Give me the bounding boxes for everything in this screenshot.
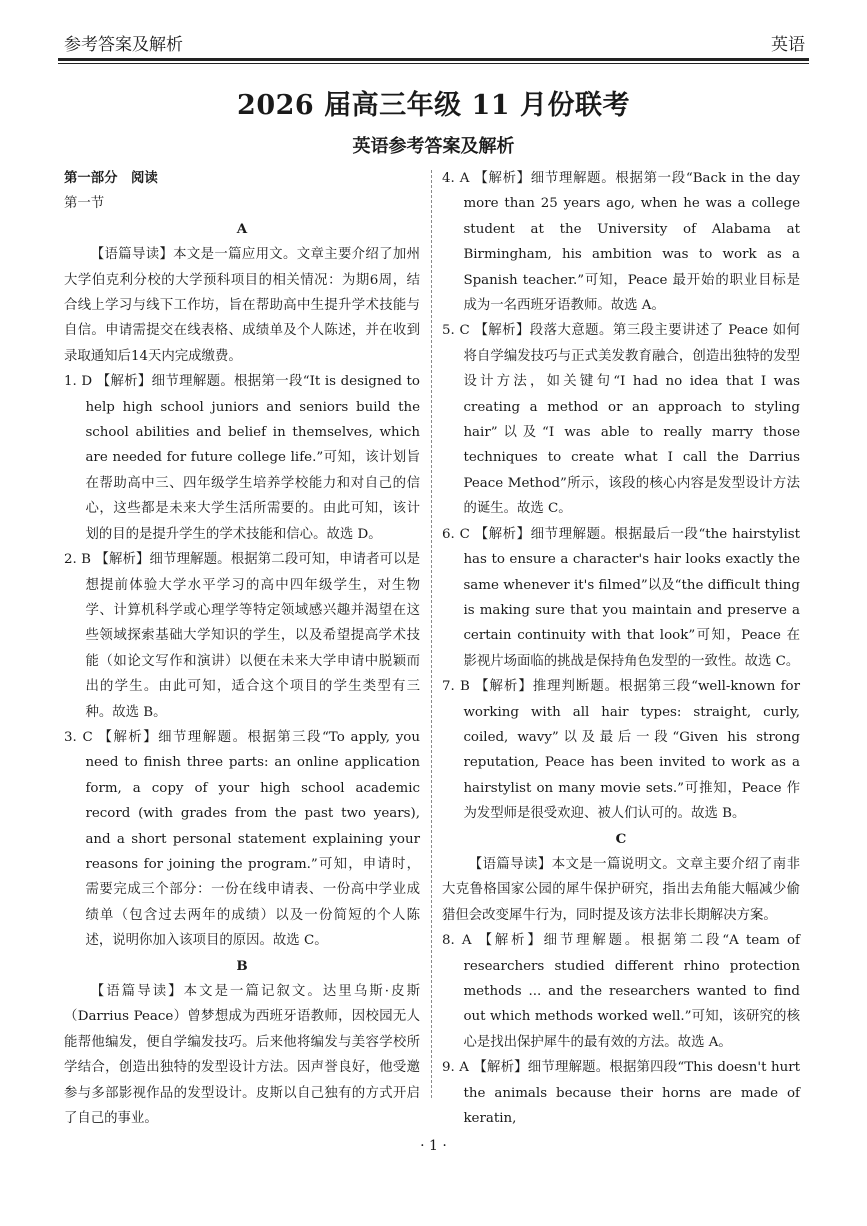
passage-guide: 【语篇导读】本文是一篇应用文。文章主要介绍了加州大学伯克利分校的大学预科项目的相关情况：为期6周，结合线上学习与线下工作坊，旨在帮助高中生提升学术技能与自信。申请需提交在线表格、成绩单及个人陈述，并在收到录取通知后14天内完成缴费。 (64, 247, 420, 364)
header-thick-rule (58, 58, 809, 61)
right-column (442, 166, 800, 1131)
page-header (64, 30, 805, 56)
answer-item: 2. B 【解析】细节理解题。根据第二段可知，申请者可以是想提前体验大学水平学习的高中四年级学生，对生物学、计算机科学或心理学等特定领域感兴趣并渴望在这些领域探索基础大学知识的学生，以及希望提高学术技能（如论文写作和演讲）以便在未来大学申请中脱颖而出的学生。由此可知，适合这个项目的学生类型有三种。故选 B。 (64, 552, 420, 720)
document-subtitle: 英语参考答案及解析 (352, 136, 515, 157)
document-title: 2026 届高三年级 11 月份联考 (237, 90, 630, 121)
header-left-label: 参考答案及解析 (64, 35, 183, 55)
passage-guide: 【语篇导读】本文是一篇说明文。文章主要介绍了南非大克鲁格国家公园的犀牛保护研究，指出去角能大幅减少偷猎但会改变犀牛行为，同时提及该方法非长期解决方案。 (442, 856, 800, 923)
column-divider (431, 170, 432, 1098)
answer-item: 4. A 【解析】细节理解题。根据第一段“Back in the day more than 25 years ago, when he was a college student at the University of Alabama at Birmingham, his ambition was to work as a Spanish teacher.”可知，Peace 最开始的职业目标是成为一名西班牙语教师。故选 A。 (442, 171, 800, 314)
answer-item: 5. C 【解析】段落大意题。第三段主要讲述了 Peace 如何将自学编发技巧与正式美发教育融合，创造出独特的发型设计方法，如关键句“I had no idea that I was creating a method or an approach to styling hair”以及“I was able to really marry those techniques to create what I call the Darrius Peace Method”所示，该段的核心内容是发型设计方法的诞生。故选 C。 (442, 323, 800, 517)
left-column (64, 166, 420, 1131)
answer-item: 9. A 【解析】细节理解题。根据第四段“This doesn't hurt the animals because their horns are made of keratin, (442, 1060, 800, 1127)
subsection-heading: 第一节 (64, 196, 105, 212)
answer-item: 6. C 【解析】细节理解题。根据最后一段“the hairstylist has to ensure a character's hair looks exactly the same whenever it's filmed”以及“the difficult thing is making sure that you maintain and preserve a certain continuity with that look”可知，Peace 在影视片场面临的挑战是保持角色发型的一致性。故选 C。 (442, 526, 800, 669)
answer-item: 8. A 【解析】细节理解题。根据第二段“A team of researchers studied different rhino protection methods ... and the researchers wanted to find out which methods worked well.”可知，该研究的核心是找出保护犀牛的最有效的方法。故选 A。 (442, 933, 800, 1050)
section-heading: 第一部分 阅读 (64, 170, 158, 186)
answer-item: 1. D 【解析】细节理解题。根据第一段“It is designed to help high school juniors and seniors build the school abilities and belief in themselves, which are needed for future college life.”可知，该计划旨在帮助高中三、四年级学生培养学校能力和对自己的信心，这些都是未来大学生活所需要的。由此可知，该计划的目的是提升学生的学术技能和信心。故选 D。 (64, 374, 420, 542)
answer-item: 3. C 【解析】细节理解题。根据第三段“To apply, you need to finish three parts: an online application form, a copy of your high school academic record (with grades from the past two years), and a short personal statement explaining your reasons for joining the program.”可知，申请时，需要完成三个部分：一份在线申请表、一份高中学业成绩单（包含过去两年的成绩）以及一份简短的个人陈述，说明你加入该项目的原因。故选 C。 (64, 729, 420, 949)
passage-letter: B (236, 957, 248, 974)
header-thin-rule (58, 63, 809, 64)
answer-item: 7. B 【解析】推理判断题。根据第三段“well-known for working with all hair types: straight, curly, coiled, wavy”以及最后一段“Given his strong reputation, Peace has been invited to work as a hairstylist on many movie sets.”可推知，Peace 作为发型师是很受欢迎、被人们认可的。故选 B。 (442, 679, 800, 822)
passage-guide: 【语篇导读】本文是一篇记叙文。达里乌斯·皮斯（Darrius Peace）曾梦想成为西班牙语教师，因校园无人能帮他编发，便自学编发技巧。后来他将编发与美容学校所学结合，创造出独特的发型设计方法。因声誉良好，他受邀参与多部影视作品的发型设计。皮斯以自己独有的方式开启了自己的事业。 (64, 984, 420, 1127)
passage-letter: C (615, 830, 627, 847)
header-subject-label: 英语 (771, 35, 805, 55)
page-number: · 1 · (420, 1138, 447, 1154)
passage-letter: A (236, 220, 248, 237)
